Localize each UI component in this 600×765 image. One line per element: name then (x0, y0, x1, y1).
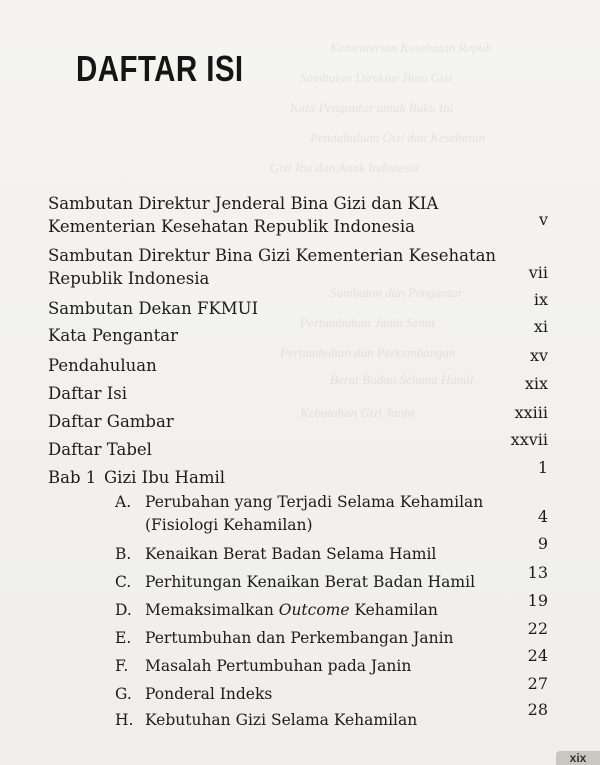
subsection-title: Masalah Pertumbuhan pada Janin (145, 657, 412, 675)
subsection-title-part: Kehamilan (349, 601, 438, 619)
subsection-letter: B. (115, 545, 132, 563)
toc-page-number: 1 (537, 458, 548, 477)
subsection-title-italic: Outcome (278, 601, 350, 619)
subsection-title: Perhitungan Kenaikan Berat Badan Hamil (145, 573, 476, 591)
toc-entry (48, 244, 496, 290)
subsection-letter: A. (115, 493, 132, 511)
toc-entry-line: Kementerian Kesehatan Republik Indonesia (48, 217, 415, 236)
toc-subsection (115, 627, 454, 650)
subsection-letter: C. (115, 573, 132, 591)
toc-entry (48, 192, 438, 238)
toc-entry-line: Daftar Isi (48, 384, 128, 403)
toc-entry-line: Kata Pengantar (48, 326, 179, 345)
chapter-title: Gizi Ibu Hamil (104, 468, 226, 487)
subsection-letter: G. (115, 685, 132, 703)
toc-page-number: 4 (537, 507, 548, 526)
subsection-letter: F. (115, 657, 129, 675)
toc-page-number: v (538, 210, 548, 229)
subsection-letter: D. (115, 601, 132, 619)
toc-page-number: 28 (527, 700, 548, 719)
subsection-letter: E. (115, 629, 132, 647)
toc-subsection (115, 655, 411, 678)
page-number-tab: xix (556, 751, 600, 765)
toc-subsection (115, 599, 438, 622)
subsection-title: Ponderal Indeks (145, 685, 273, 703)
subsection-letter: H. (115, 711, 134, 729)
toc-entry-line: Sambutan Direktur Jenderal Bina Gizi dan KIA (48, 194, 439, 213)
toc-page-number: xix (524, 374, 548, 393)
toc-page-number: 19 (527, 591, 548, 610)
toc-entry-line: Republik Indonesia (48, 269, 210, 288)
subsection-title-line: (Fisiologi Kehamilan) (145, 516, 313, 534)
toc-entry (48, 438, 152, 461)
toc-page-number: xi (533, 317, 548, 336)
subsection-title-line: Perubahan yang Terjadi Selama Kehamilan (145, 493, 484, 511)
toc-subsection (115, 571, 475, 594)
page-title: DAFTAR ISI (76, 48, 244, 89)
toc-page-number: vii (528, 263, 548, 282)
toc-entry-line: Daftar Gambar (48, 412, 174, 431)
toc-entry-line: Pendahuluan (48, 356, 157, 375)
chapter-label: Bab 1 (48, 468, 97, 487)
toc-page-number: 24 (527, 646, 548, 665)
toc-entry-line: Sambutan Dekan FKMUI (48, 299, 259, 318)
toc-entry (48, 324, 178, 347)
toc-chapter (48, 466, 225, 489)
toc-subsection (115, 543, 436, 566)
book-page: Kementerian Kesehatan Repub Sambutan Direktur Bina Gizi Kata Pengantar untuk Buku Ini Pendahuluan Gizi dan Kesehatan Gizi Ibu dan Anak Indonesia Sambutan dan Pengantar Pertumbuhan Janin Sehat Pertumbuhan dan Perkembangan Berat Badan Selama Hamil Kebutuhan Gizi Janin DAFTAR ISI Sambutan Direktur Jenderal Bina Gizi dan KIA Kementerian Kesehatan Republik Indonesia v Sambutan Direktur Bina Gizi Kementerian Kesehatan Republik Indonesia vii Sambutan Dekan FKMUI ix Kata Pengantar xi Pendahuluan xv Daftar Isi xix Daftar Gambar xxiii Daftar Tabel xxvii Bab 1 Gizi Ibu Hamil 1 A. Perubahan yang Terjadi Selama Kehamilan (Fisiologi Kehamilan) 4 B. Kenaikan Berat Badan Selama Hamil 9 C. Perhitungan Kenaikan Berat Badan Hamil 13 D. Memaksimalkan Outcome Kehamilan 19 E. Pertumbuhan dan Perkembangan Janin 22 F. Masalah Pertumbuhan pada Janin 24 G. Ponderal Indeks 27 H. Kebutuhan Gizi Selama Kehamilan 28 xix (0, 0, 600, 765)
toc-page-number: 27 (527, 674, 548, 693)
toc-entry (48, 354, 157, 377)
toc-entry-line: Sambutan Direktur Bina Gizi Kementerian Kesehatan (48, 246, 497, 265)
toc-page-number: ix (533, 290, 548, 309)
toc-subsection (115, 491, 483, 537)
toc-subsection (115, 683, 272, 706)
subsection-title: Kenaikan Berat Badan Selama Hamil (145, 545, 437, 563)
toc-page-number: 9 (537, 534, 548, 553)
toc-page-number: xv (529, 346, 548, 365)
toc-entry (48, 382, 127, 405)
toc-page-number: xxvii (510, 430, 548, 449)
toc-page-number: xxiii (514, 403, 548, 422)
subsection-title-part: Memaksimalkan (145, 601, 279, 619)
subsection-title: Pertumbuhan dan Perkembangan Janin (145, 629, 454, 647)
subsection-title: Kebutuhan Gizi Selama Kehamilan (145, 711, 418, 729)
toc-entry (48, 410, 174, 433)
toc-entry-line: Daftar Tabel (48, 440, 152, 459)
toc-subsection (115, 709, 417, 732)
toc-entry (48, 297, 258, 320)
toc-page-number: 22 (527, 619, 548, 638)
toc-page-number: 13 (527, 563, 548, 582)
